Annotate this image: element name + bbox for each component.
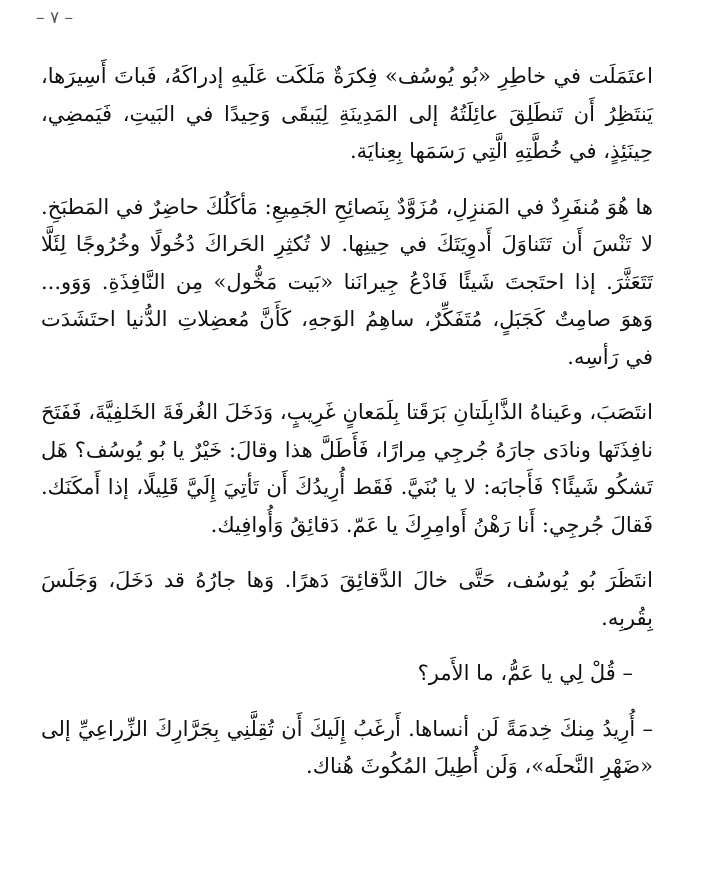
page-number: – ٧ – (36, 8, 73, 28)
dialogue-line: – قُلْ لِي يا عَمُّ، ما الأَمر؟ (417, 661, 633, 685)
dialogue-line: – أُرِيدُ مِنكَ خِدمَةً لَن أنساها. أَرغَبُ إِلَيكَ أَن تُقِلَّنِي بِجَرَّارِكَ الزِّراعِيِّ إلى «ضَهْرِ النَّحلَه»، وَلَن أُطِيلَ المُكُوثَ هُناك. (41, 716, 653, 778)
paragraph: اعتَمَلَت في خاطِرِ «بُو يُوسُف» فِكرَةٌ مَلَكَت عَلَيهِ إدراكَهُ، فَباتَ أَسِيرَها، يَنتَظِرُ أَن تَنطَلِقَ عائِلَتُهُ إلى المَدِينَةِ لِيَبقَى وَحِيدًا في البَيتِ، فَيَمضِي، حِينَئِذٍ، في خُطَّتِهِ الَّتِي رَسَمَها بِعِنايَة. (41, 64, 653, 163)
paragraph: انتَظَرَ بُو يُوسُف، حَتَّى خالَ الدَّقائِقَ دَهرًا. وَها جارُهُ قد دَخَلَ، وَجَلَسَ بِقُربِه. (41, 568, 653, 630)
body-text (41, 58, 653, 786)
paragraph: انتَصَبَ، وعَيناهُ الذَّابِلَتانِ بَرَقَتا بِلَمَعانٍ غَرِيبٍ، وَدَخَلَ الغُرفَةَ الخَلفِيَّةَ، فَفَتَحَ نافِذَتَها ونادَى جارَهُ جُرجِي مِرارًا، فَأَطَلَّ هذا وقالَ: خَيْرٌ يا بُو يُوسُف؟ هَل تَشكُو شَيئًا؟ فَأَجابَه: لا يا بُنَيَّ. فَقَط أُرِيدُكَ أَن تَأتِيَ إِلَيَّ قَلِيلًا، إذا أَمكَنَك. فَقالَ جُرجِي: أَنا رَهْنُ أَوامِرِكَ يا عَمّ. دَقائِقُ وَأُوافِيك. (41, 400, 653, 537)
paragraph: ها هُوَ مُنفَرِدٌ في المَنزِلِ، مُزَوَّدٌ بِنَصائِحِ الجَمِيعِ: مَأكَلُكَ حاضِرٌ في المَطبَخِ. لا تَنْسَ أَن تَتَناوَلَ أَدوِيَتَكَ في حِينِها. لا تُكثِرِ الحَراكَ دُخُولًا وخُرُوجًا لِئَلَّا تَتَعَثَّرَ. إذا احتَجتَ شَيئًا فَادْعُ جِيرانَنا «بَيت مَخُّول» مِن النَّافِذَةِ. وَوَو... وَهوَ صامِتٌ كَجَبَلٍ، مُتَفَكِّرٌ، ساهِمُ الوَجهِ، كَأَنَّ مُعضِلاتِ الدُّنيا احتَشَدَت في رَأسِه. (41, 194, 653, 369)
